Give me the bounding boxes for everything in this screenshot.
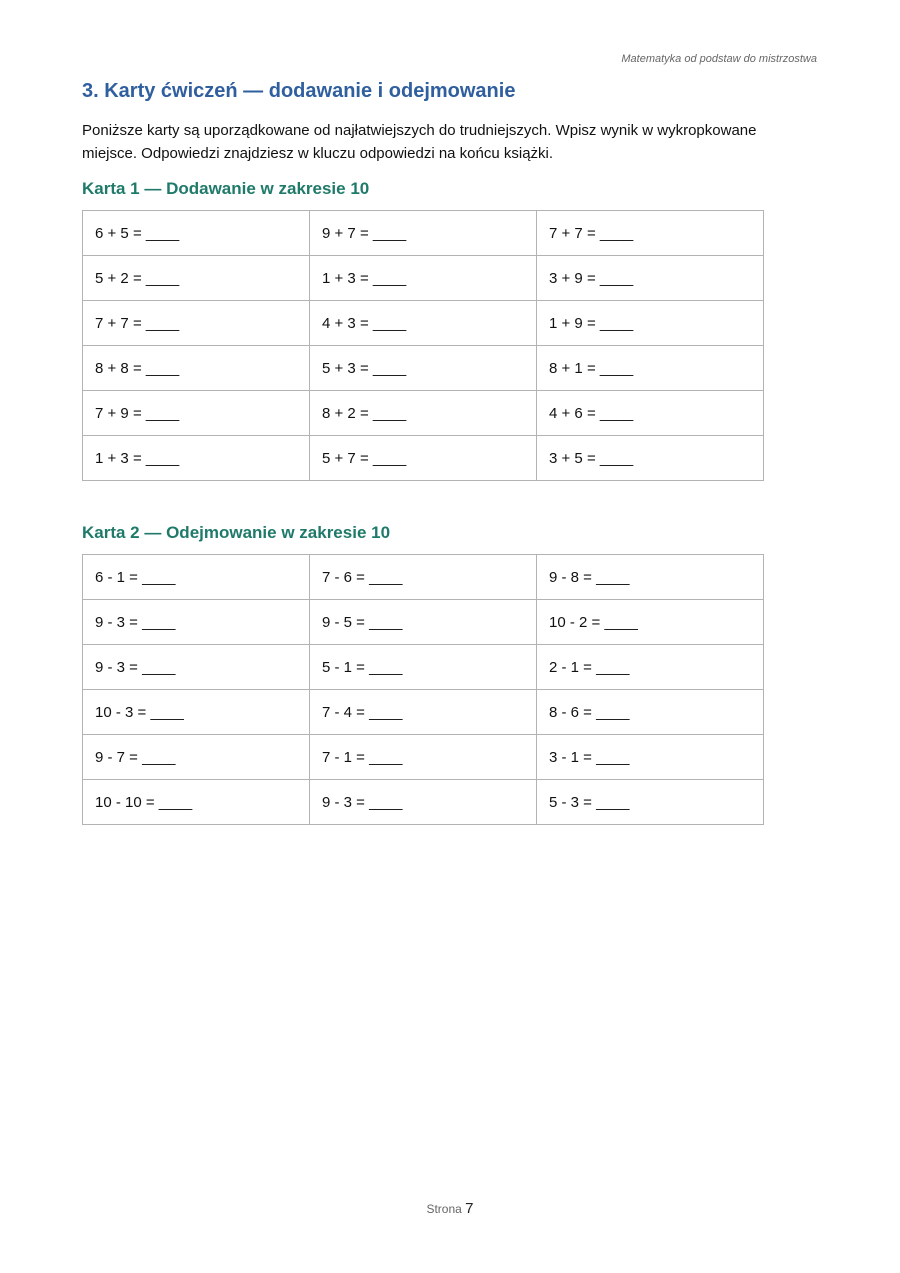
exercise-cell: 8 + 2 = ____ xyxy=(310,391,537,436)
exercise-cell: 4 + 3 = ____ xyxy=(310,301,537,346)
table-row xyxy=(83,735,764,780)
exercise-cell: 3 + 5 = ____ xyxy=(537,436,764,481)
exercise-cell: 1 + 3 = ____ xyxy=(310,256,537,301)
exercise-cell: 1 + 9 = ____ xyxy=(537,301,764,346)
table-row xyxy=(83,346,764,391)
table-row xyxy=(83,690,764,735)
table-row xyxy=(83,780,764,825)
exercise-cell: 7 - 1 = ____ xyxy=(310,735,537,780)
exercise-cell: 10 - 3 = ____ xyxy=(83,690,310,735)
card-2-table xyxy=(82,554,764,825)
footer-label: Strona xyxy=(426,1202,462,1216)
exercise-cell: 5 - 3 = ____ xyxy=(537,780,764,825)
exercise-cell: 9 - 8 = ____ xyxy=(537,555,764,600)
table-row xyxy=(83,391,764,436)
exercise-cell: 3 - 1 = ____ xyxy=(537,735,764,780)
exercise-cell: 10 - 2 = ____ xyxy=(537,600,764,645)
table-row xyxy=(83,555,764,600)
exercise-cell: 7 - 6 = ____ xyxy=(310,555,537,600)
exercise-cell: 5 - 1 = ____ xyxy=(310,645,537,690)
exercise-cell: 9 - 5 = ____ xyxy=(310,600,537,645)
exercise-cell: 7 + 7 = ____ xyxy=(83,301,310,346)
table-row xyxy=(83,600,764,645)
exercise-cell: 1 + 3 = ____ xyxy=(83,436,310,481)
exercise-cell: 10 - 10 = ____ xyxy=(83,780,310,825)
exercise-cell: 2 - 1 = ____ xyxy=(537,645,764,690)
table-row xyxy=(83,301,764,346)
exercise-cell: 4 + 6 = ____ xyxy=(537,391,764,436)
table-row xyxy=(83,436,764,481)
running-header: Matematyka od podstaw do mistrzostwa xyxy=(621,53,817,65)
section-title: 3. Karty ćwiczeń — dodawanie i odejmowanie xyxy=(82,80,516,102)
card-1-title: Karta 1 — Dodawanie w zakresie 10 xyxy=(82,179,370,198)
card-2-title: Karta 2 — Odejmowanie w zakresie 10 xyxy=(82,523,391,542)
exercise-cell: 7 - 4 = ____ xyxy=(310,690,537,735)
exercise-cell: 9 - 7 = ____ xyxy=(83,735,310,780)
exercise-cell: 5 + 2 = ____ xyxy=(83,256,310,301)
exercise-cell: 7 + 9 = ____ xyxy=(83,391,310,436)
exercise-cell: 9 - 3 = ____ xyxy=(310,780,537,825)
table-row xyxy=(83,211,764,256)
exercise-cell: 6 + 5 = ____ xyxy=(83,211,310,256)
intro-paragraph: Poniższe karty są uporządkowane od najłatwiejszych do trudniejszych. Wpisz wynik w wykropkowane miejsce. Odpowiedzi znajdziesz w kluczu odpowiedzi na końcu książki. xyxy=(82,122,757,162)
exercise-cell: 9 - 3 = ____ xyxy=(83,600,310,645)
exercise-cell: 9 + 7 = ____ xyxy=(310,211,537,256)
exercise-cell: 5 + 7 = ____ xyxy=(310,436,537,481)
table-row xyxy=(83,645,764,690)
table-row xyxy=(83,256,764,301)
card-1-table xyxy=(82,210,764,481)
page-number: 7 xyxy=(465,1200,474,1217)
exercise-cell: 3 + 9 = ____ xyxy=(537,256,764,301)
page-footer xyxy=(0,1200,900,1217)
exercise-cell: 7 + 7 = ____ xyxy=(537,211,764,256)
exercise-cell: 8 - 6 = ____ xyxy=(537,690,764,735)
exercise-cell: 9 - 3 = ____ xyxy=(83,645,310,690)
exercise-cell: 5 + 3 = ____ xyxy=(310,346,537,391)
exercise-cell: 8 + 8 = ____ xyxy=(83,346,310,391)
exercise-cell: 8 + 1 = ____ xyxy=(537,346,764,391)
exercise-cell: 6 - 1 = ____ xyxy=(83,555,310,600)
